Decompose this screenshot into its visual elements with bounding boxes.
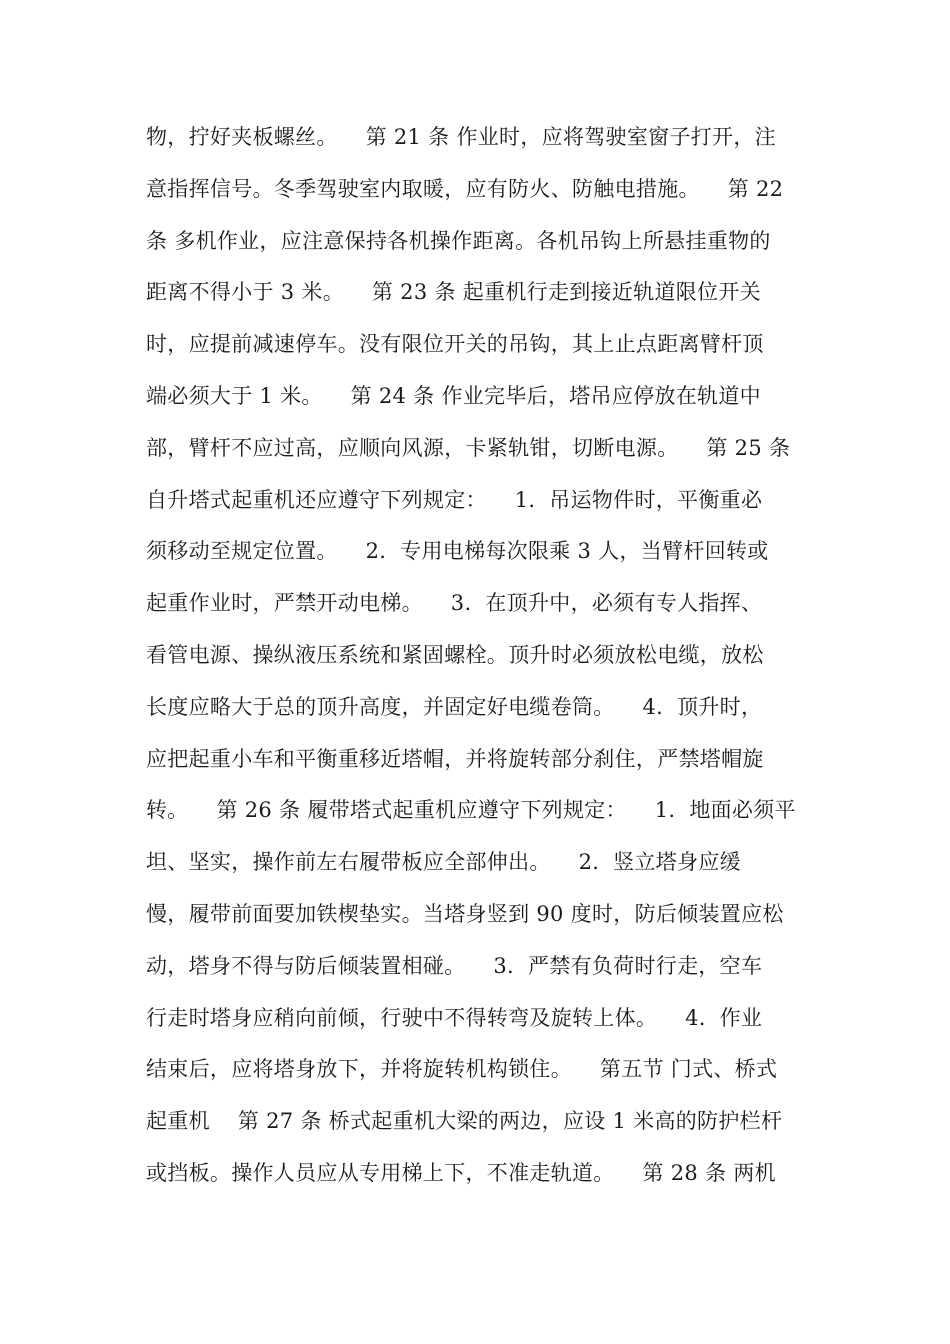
text-line: 自升塔式起重机还应遵守下列规定： 1. 吊运物件时，平衡重必 bbox=[146, 487, 763, 512]
text-line: 端必须大于 1 米。 第 24 条 作业完毕后，塔吊应停放在轨道中 bbox=[146, 383, 761, 408]
body-text bbox=[146, 112, 816, 1200]
text-line: 起重作业时，严禁开动电梯。 3. 在顶升中，必须有专人指挥、 bbox=[146, 591, 763, 616]
text-line: 转。 第 26 条 履带塔式起重机应遵守下列规定： 1. 地面必须平 bbox=[146, 798, 796, 823]
text-line: 部，臂杆不应过高，应顺向风源，卡紧轨钳，切断电源。 第 25 条 bbox=[146, 435, 791, 460]
text-line: 动，塔身不得与防后倾装置相碰。 3. 严禁有负荷时行走，空车 bbox=[146, 953, 763, 978]
text-line: 距离不得小于 3 米。 第 23 条 起重机行走到接近轨道限位开关 bbox=[146, 280, 761, 305]
text-line: 行走时塔身应稍向前倾，行驶中不得转弯及旋转上体。 4. 作业 bbox=[146, 1005, 763, 1030]
text-line: 结束后，应将塔身放下，并将旋转机构锁住。 第五节 门式、桥式 bbox=[146, 1057, 778, 1082]
text-line: 长度应略大于总的顶升高度，并固定好电缆卷筒。 4. 顶升时， bbox=[146, 694, 763, 719]
text-line: 时，应提前减速停车。没有限位开关的吊钩，其上止点距离臂杆顶 bbox=[146, 332, 764, 357]
text-line: 应把起重小车和平衡重移近塔帽，并将旋转部分刹住，严禁塔帽旋 bbox=[146, 746, 764, 771]
text-line: 物，拧好夹板螺丝。 第 21 条 作业时，应将驾驶室窗子打开，注 bbox=[146, 125, 776, 149]
text-line: 坦、坚实，操作前左右履带板应全部伸出。 2. 竖立塔身应缓 bbox=[146, 850, 741, 875]
text-line: 条 多机作业，应注意保持各机操作距离。各机吊钩上所悬挂重物的 bbox=[146, 228, 771, 253]
text-line: 起重机 第 27 条 桥式起重机大梁的两边，应设 1 米高的防护栏杆 bbox=[146, 1109, 783, 1134]
text-line: 慢，履带前面要加铁楔垫实。当塔身竖到 90 度时，防后倾装置应松 bbox=[146, 901, 784, 926]
text-line: 看管电源、操纵液压系统和紧固螺栓。顶升时必须放松电缆，放松 bbox=[146, 642, 764, 667]
text-line: 或挡板。操作人员应从专用梯上下，不准走轨道。 第 28 条 两机 bbox=[146, 1160, 776, 1185]
text-line: 须移动至规定位置。 2. 专用电梯每次限乘 3 人，当臂杆回转或 bbox=[146, 539, 769, 564]
text-line: 意指挥信号。冬季驾驶室内取暖，应有防火、防触电措施。 第 22 bbox=[146, 176, 784, 201]
